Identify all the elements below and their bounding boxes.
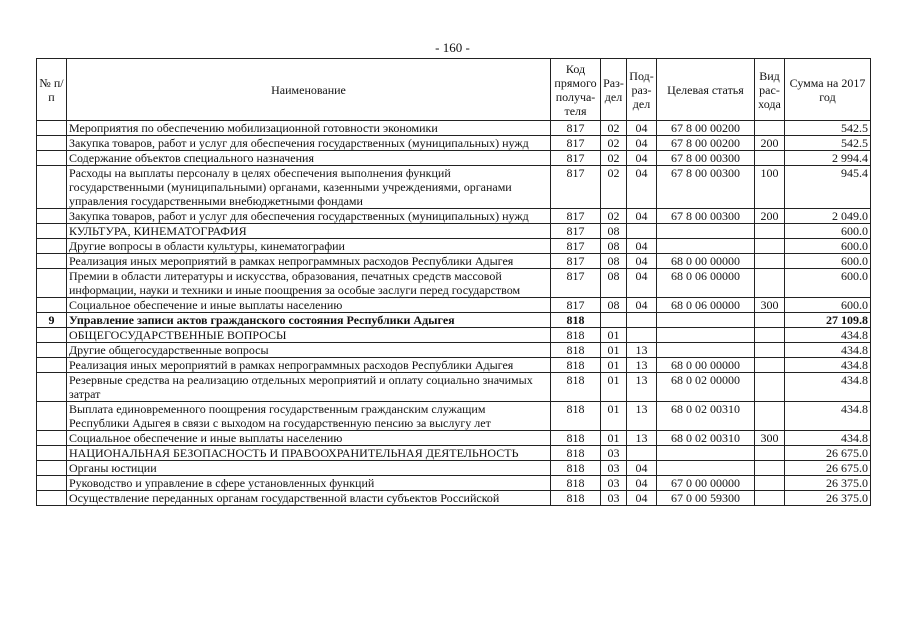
item-name: Органы юстиции — [67, 461, 551, 476]
amount-2017: 2 049.0 — [785, 209, 871, 224]
recipient-code: 817 — [551, 136, 601, 151]
row-number — [37, 343, 67, 358]
section-code: 01 — [601, 358, 627, 373]
row-number — [37, 491, 67, 506]
subsection-code: 13 — [627, 373, 657, 402]
item-name: Управление записи актов гражданского состояния Республики Адыгея — [67, 313, 551, 328]
expense-type — [755, 328, 785, 343]
amount-2017: 600.0 — [785, 269, 871, 298]
header-num: № п/п — [37, 59, 67, 121]
recipient-code: 817 — [551, 121, 601, 136]
table-header-row — [37, 59, 871, 121]
amount-2017: 945.4 — [785, 166, 871, 209]
section-code: 02 — [601, 166, 627, 209]
expense-type — [755, 446, 785, 461]
expense-type — [755, 313, 785, 328]
item-name: Расходы на выплаты персоналу в целях обеспечения выполнения функций государственными (муниципальными) органами, казенными учреждениями, органами управления государственными внебюджетными фондами — [67, 166, 551, 209]
section-code: 08 — [601, 269, 627, 298]
recipient-code: 817 — [551, 224, 601, 239]
amount-2017: 26 675.0 — [785, 446, 871, 461]
amount-2017: 434.8 — [785, 358, 871, 373]
row-number — [37, 254, 67, 269]
recipient-code: 818 — [551, 328, 601, 343]
target-article: 67 0 00 59300 — [657, 491, 755, 506]
subsection-code: 04 — [627, 491, 657, 506]
row-number — [37, 373, 67, 402]
amount-2017: 434.8 — [785, 373, 871, 402]
subsection-code: 04 — [627, 209, 657, 224]
recipient-code: 818 — [551, 343, 601, 358]
item-name: Другие общегосударственные вопросы — [67, 343, 551, 358]
item-name: Реализация иных мероприятий в рамках непрограммных расходов Республики Адыгея — [67, 358, 551, 373]
row-number — [37, 358, 67, 373]
subsection-code: 04 — [627, 136, 657, 151]
subsection-code — [627, 328, 657, 343]
row-number — [37, 269, 67, 298]
item-name: Другие вопросы в области культуры, кинематографии — [67, 239, 551, 254]
section-code: 01 — [601, 402, 627, 431]
row-number — [37, 224, 67, 239]
row-number — [37, 328, 67, 343]
expense-type — [755, 491, 785, 506]
expense-type — [755, 461, 785, 476]
amount-2017: 2 994.4 — [785, 151, 871, 166]
amount-2017: 542.5 — [785, 121, 871, 136]
subsection-code: 04 — [627, 254, 657, 269]
subsection-code — [627, 313, 657, 328]
recipient-code: 818 — [551, 373, 601, 402]
amount-2017: 26 675.0 — [785, 461, 871, 476]
table-row — [37, 313, 871, 328]
expense-type — [755, 239, 785, 254]
subsection-code: 04 — [627, 269, 657, 298]
subsection-code: 13 — [627, 343, 657, 358]
recipient-code: 817 — [551, 254, 601, 269]
section-code: 01 — [601, 343, 627, 358]
header-code: Код прямого получа-теля — [551, 59, 601, 121]
table-row — [37, 136, 871, 151]
recipient-code: 818 — [551, 313, 601, 328]
subsection-code — [627, 224, 657, 239]
table-row — [37, 402, 871, 431]
target-article: 68 0 02 00310 — [657, 402, 755, 431]
row-number — [37, 209, 67, 224]
section-code: 08 — [601, 254, 627, 269]
row-number — [37, 402, 67, 431]
header-vid: Вид рас-хода — [755, 59, 785, 121]
target-article: 68 0 06 00000 — [657, 298, 755, 313]
table-row — [37, 491, 871, 506]
item-name: Мероприятия по обеспечению мобилизационной готовности экономики — [67, 121, 551, 136]
target-article — [657, 313, 755, 328]
header-sum: Сумма на 2017 год — [785, 59, 871, 121]
amount-2017: 434.8 — [785, 402, 871, 431]
row-number — [37, 121, 67, 136]
item-name: Руководство и управление в сфере установленных функций — [67, 476, 551, 491]
table-row — [37, 151, 871, 166]
recipient-code: 817 — [551, 239, 601, 254]
expense-type — [755, 269, 785, 298]
row-number — [37, 446, 67, 461]
expense-type — [755, 358, 785, 373]
amount-2017: 542.5 — [785, 136, 871, 151]
section-code: 01 — [601, 328, 627, 343]
target-article: 67 8 00 00300 — [657, 151, 755, 166]
item-name: Осуществление переданных органам государственной власти субъектов Российской — [67, 491, 551, 506]
table-row — [37, 269, 871, 298]
table-row — [37, 224, 871, 239]
item-name: Реализация иных мероприятий в рамках непрограммных расходов Республики Адыгея — [67, 254, 551, 269]
item-name: Закупка товаров, работ и услуг для обеспечения государственных (муниципальных) нужд — [67, 136, 551, 151]
amount-2017: 434.8 — [785, 431, 871, 446]
target-article: 67 0 00 00000 — [657, 476, 755, 491]
subsection-code: 04 — [627, 298, 657, 313]
header-section: Раз-дел — [601, 59, 627, 121]
header-subsection: Под-раз-дел — [627, 59, 657, 121]
section-code: 02 — [601, 136, 627, 151]
amount-2017: 27 109.8 — [785, 313, 871, 328]
target-article: 68 0 06 00000 — [657, 269, 755, 298]
table-row — [37, 431, 871, 446]
table-row — [37, 461, 871, 476]
expense-type — [755, 373, 785, 402]
amount-2017: 600.0 — [785, 224, 871, 239]
target-article — [657, 239, 755, 254]
table-row — [37, 298, 871, 313]
target-article: 67 8 00 00300 — [657, 209, 755, 224]
table-row — [37, 373, 871, 402]
recipient-code: 818 — [551, 402, 601, 431]
section-code: 03 — [601, 446, 627, 461]
page-number: - 160 - — [435, 40, 470, 55]
recipient-code: 818 — [551, 431, 601, 446]
expense-type — [755, 402, 785, 431]
table-row — [37, 166, 871, 209]
recipient-code: 818 — [551, 446, 601, 461]
section-code: 02 — [601, 151, 627, 166]
expense-type — [755, 254, 785, 269]
section-code: 01 — [601, 373, 627, 402]
amount-2017: 600.0 — [785, 298, 871, 313]
amount-2017: 600.0 — [785, 254, 871, 269]
target-article: 68 0 00 00000 — [657, 254, 755, 269]
table-row — [37, 328, 871, 343]
item-name: Социальное обеспечение и иные выплаты населению — [67, 298, 551, 313]
recipient-code: 817 — [551, 151, 601, 166]
table-row — [37, 209, 871, 224]
target-article: 67 8 00 00200 — [657, 121, 755, 136]
expense-type — [755, 151, 785, 166]
section-code: 03 — [601, 491, 627, 506]
amount-2017: 434.8 — [785, 343, 871, 358]
section-code: 03 — [601, 476, 627, 491]
recipient-code: 818 — [551, 491, 601, 506]
header-name: Наименование — [67, 59, 551, 121]
subsection-code: 04 — [627, 461, 657, 476]
target-article — [657, 224, 755, 239]
item-name: Содержание объектов специального назначения — [67, 151, 551, 166]
row-number — [37, 136, 67, 151]
target-article — [657, 446, 755, 461]
expense-type — [755, 121, 785, 136]
table-row — [37, 358, 871, 373]
item-name: Закупка товаров, работ и услуг для обеспечения государственных (муниципальных) нужд — [67, 209, 551, 224]
subsection-code: 13 — [627, 431, 657, 446]
section-code: 02 — [601, 209, 627, 224]
subsection-code: 04 — [627, 166, 657, 209]
target-article: 67 8 00 00200 — [657, 136, 755, 151]
section-code — [601, 313, 627, 328]
row-number — [37, 166, 67, 209]
section-code: 02 — [601, 121, 627, 136]
subsection-code: 04 — [627, 239, 657, 254]
recipient-code: 817 — [551, 298, 601, 313]
section-code: 08 — [601, 239, 627, 254]
target-article — [657, 328, 755, 343]
amount-2017: 26 375.0 — [785, 476, 871, 491]
table-row — [37, 343, 871, 358]
expense-type: 300 — [755, 431, 785, 446]
expense-type — [755, 343, 785, 358]
subsection-code: 04 — [627, 121, 657, 136]
budget-table — [36, 58, 871, 506]
recipient-code: 817 — [551, 166, 601, 209]
header-target: Целевая статья — [657, 59, 755, 121]
item-name: КУЛЬТУРА, КИНЕМАТОГРАФИЯ — [67, 224, 551, 239]
recipient-code: 818 — [551, 358, 601, 373]
section-code: 08 — [601, 224, 627, 239]
section-code: 08 — [601, 298, 627, 313]
row-number — [37, 476, 67, 491]
amount-2017: 600.0 — [785, 239, 871, 254]
target-article: 68 0 02 00310 — [657, 431, 755, 446]
row-number — [37, 298, 67, 313]
expense-type: 200 — [755, 136, 785, 151]
expense-type: 300 — [755, 298, 785, 313]
recipient-code: 817 — [551, 209, 601, 224]
subsection-code: 13 — [627, 402, 657, 431]
expense-type: 100 — [755, 166, 785, 209]
target-article: 68 0 02 00000 — [657, 373, 755, 402]
subsection-code — [627, 446, 657, 461]
table-row — [37, 446, 871, 461]
item-name: НАЦИОНАЛЬНАЯ БЕЗОПАСНОСТЬ И ПРАВООХРАНИТЕЛЬНАЯ ДЕЯТЕЛЬНОСТЬ — [67, 446, 551, 461]
table-row — [37, 239, 871, 254]
expense-type: 200 — [755, 209, 785, 224]
subsection-code: 13 — [627, 358, 657, 373]
recipient-code: 818 — [551, 461, 601, 476]
table-row — [37, 254, 871, 269]
table-row — [37, 476, 871, 491]
table-row — [37, 121, 871, 136]
amount-2017: 434.8 — [785, 328, 871, 343]
subsection-code: 04 — [627, 476, 657, 491]
row-number — [37, 431, 67, 446]
item-name: Резервные средства на реализацию отдельных мероприятий и оплату социально значимых затрат — [67, 373, 551, 402]
expense-type — [755, 224, 785, 239]
target-article: 67 8 00 00300 — [657, 166, 755, 209]
section-code: 01 — [601, 431, 627, 446]
item-name: Выплата единовременного поощрения государственным гражданским служащим Республики Адыгея в связи с выходом на государственную пенсию за выслугу лет — [67, 402, 551, 431]
item-name: Премии в области литературы и искусства, образования, печатных средств массовой информации, науки и техники и иные поощрения за особые заслуги перед государством — [67, 269, 551, 298]
item-name: Социальное обеспечение и иные выплаты населению — [67, 431, 551, 446]
section-code: 03 — [601, 461, 627, 476]
target-article — [657, 343, 755, 358]
target-article: 68 0 00 00000 — [657, 358, 755, 373]
amount-2017: 26 375.0 — [785, 491, 871, 506]
target-article — [657, 461, 755, 476]
row-number — [37, 151, 67, 166]
recipient-code: 818 — [551, 476, 601, 491]
item-name: ОБЩЕГОСУДАРСТВЕННЫЕ ВОПРОСЫ — [67, 328, 551, 343]
row-number: 9 — [37, 313, 67, 328]
subsection-code: 04 — [627, 151, 657, 166]
recipient-code: 817 — [551, 269, 601, 298]
expense-type — [755, 476, 785, 491]
row-number — [37, 239, 67, 254]
row-number — [37, 461, 67, 476]
